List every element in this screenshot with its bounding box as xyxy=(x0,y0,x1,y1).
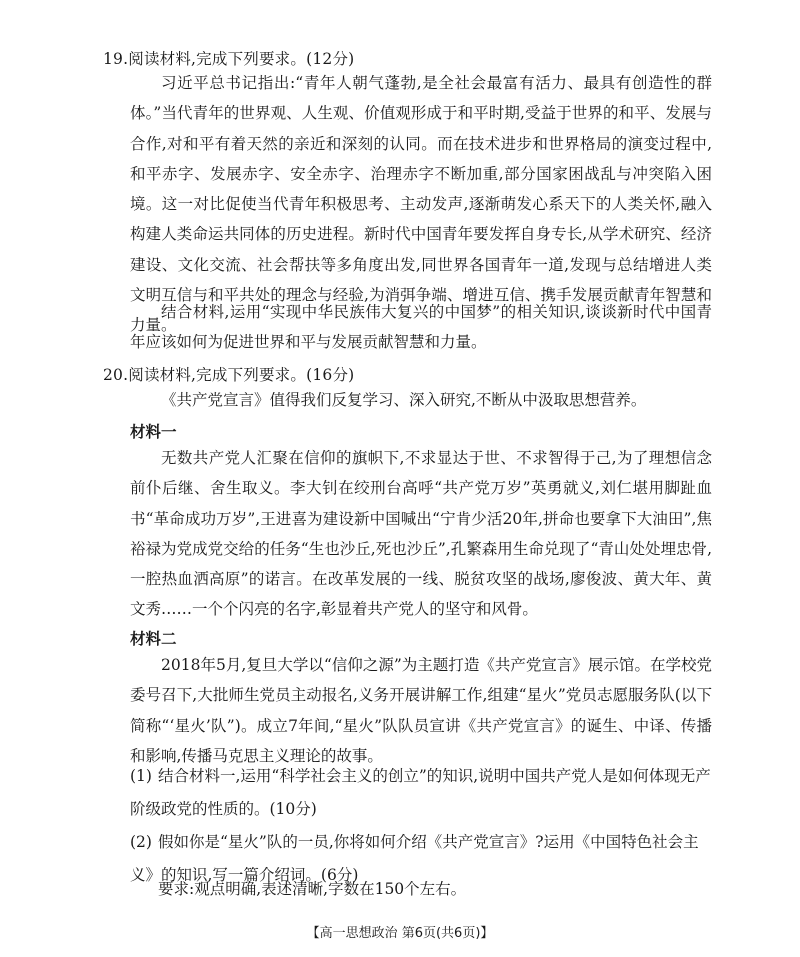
sub-question-1-text: 结合材料一,运用“科学社会主义的创立”的知识,说明中国共产党人是如何体现无产阶级政党的性质的。(10分) xyxy=(130,767,711,818)
page-footer: 【高一思想政治 第6页(共6页)】 xyxy=(306,926,494,941)
question-20-title: 20.阅读材料,完成下列要求。(16分) xyxy=(103,366,355,384)
answer-requirement: 要求:观点明确,表述清晰,字数在150个左右。 xyxy=(158,880,467,898)
sub-question-1-number: (1) xyxy=(130,767,152,785)
sub-question-2-number: (2) xyxy=(130,833,152,851)
sub-question-2-text: 假如你是“星火”队的一员,你将如何介绍《共产党宣言》?运用《中国特色社会主义》的知识,写一篇介绍词。(6分) xyxy=(130,833,699,884)
sub-question-1 xyxy=(130,760,712,826)
material-2-text: 2018年5月,复旦大学以“信仰之源”为主题打造《共产党宣言》展示馆。在学校党委号召下,大批师生党员主动报名,义务开展讲解工作,组建“星火”党员志愿服务队(以下简称“‘星火’队”)。成立7年间,“星火”队队员宣讲《共产党宣言》的诞生、中译、传播和影响,传播马克思主义理论的故事。 xyxy=(130,656,712,765)
material-1-heading: 材料一 xyxy=(130,423,177,441)
material-2-heading: 材料二 xyxy=(130,630,177,648)
question-19-material: 习近平总书记指出:“青年人朝气蓬勃,是全社会最富有活力、最具有创造性的群体。”当代青年的世界观、人生观、价值观形成于和平时期,受益于世界的和平、发展与合作,对和平有着天然的亲近和深刻的认同。而在技术进步和世界格局的演变过程中,和平赤字、发展赤字、安全赤字、治理赤字不断加重,部分国家困战乱与冲突陷入困境。这一对比促使当代青年积极思考、主动发声,逐渐萌发心系天下的人类关怀,融入构建人类命运共同体的历史进程。新时代中国青年要发挥自身专长,从学术研究、经济建设、文化交流、社会帮扶等多角度出发,同世界各国青年一道,发现与总结增进人类文明互信与和平共处的理念与经验,为消弭争端、增进互信、携手发展贡献青年智慧和力量。 xyxy=(130,74,712,335)
question-20-intro: 《共产党宣言》值得我们反复学习、深入研究,不断从中汲取思想营养。 xyxy=(161,391,647,409)
question-19-prompt: 结合材料,运用“实现中华民族伟大复兴的中国梦”的相关知识,谈谈新时代中国青年应该如何为促进世界和平与发展贡献智慧和力量。 xyxy=(130,303,712,352)
material-1-text: 无数共产党人汇聚在信仰的旗帜下,不求显达于世、不求智得于己,为了理想信念前仆后继、舍生取义。李大钊在绞刑台高呼“共产党万岁”英勇就义,刘仁堪用脚趾血书“革命成功万岁”,王进喜为建设新中国喊出“宁肯少活20年,拼命也要拿下大油田”,焦裕禄为党成党交给的任务“生也沙丘,死也沙丘”,孔繁森用生命兑现了“青山处处埋忠骨,一腔热血洒高原”的诺言。在改革发展的一线、脱贫攻坚的战场,廖俊波、黄大年、黄文秀……一个个闪亮的名字,彰显着共产党人的坚守和风骨。 xyxy=(130,449,712,619)
question-19-title: 19.阅读材料,完成下列要求。(12分) xyxy=(103,50,355,68)
